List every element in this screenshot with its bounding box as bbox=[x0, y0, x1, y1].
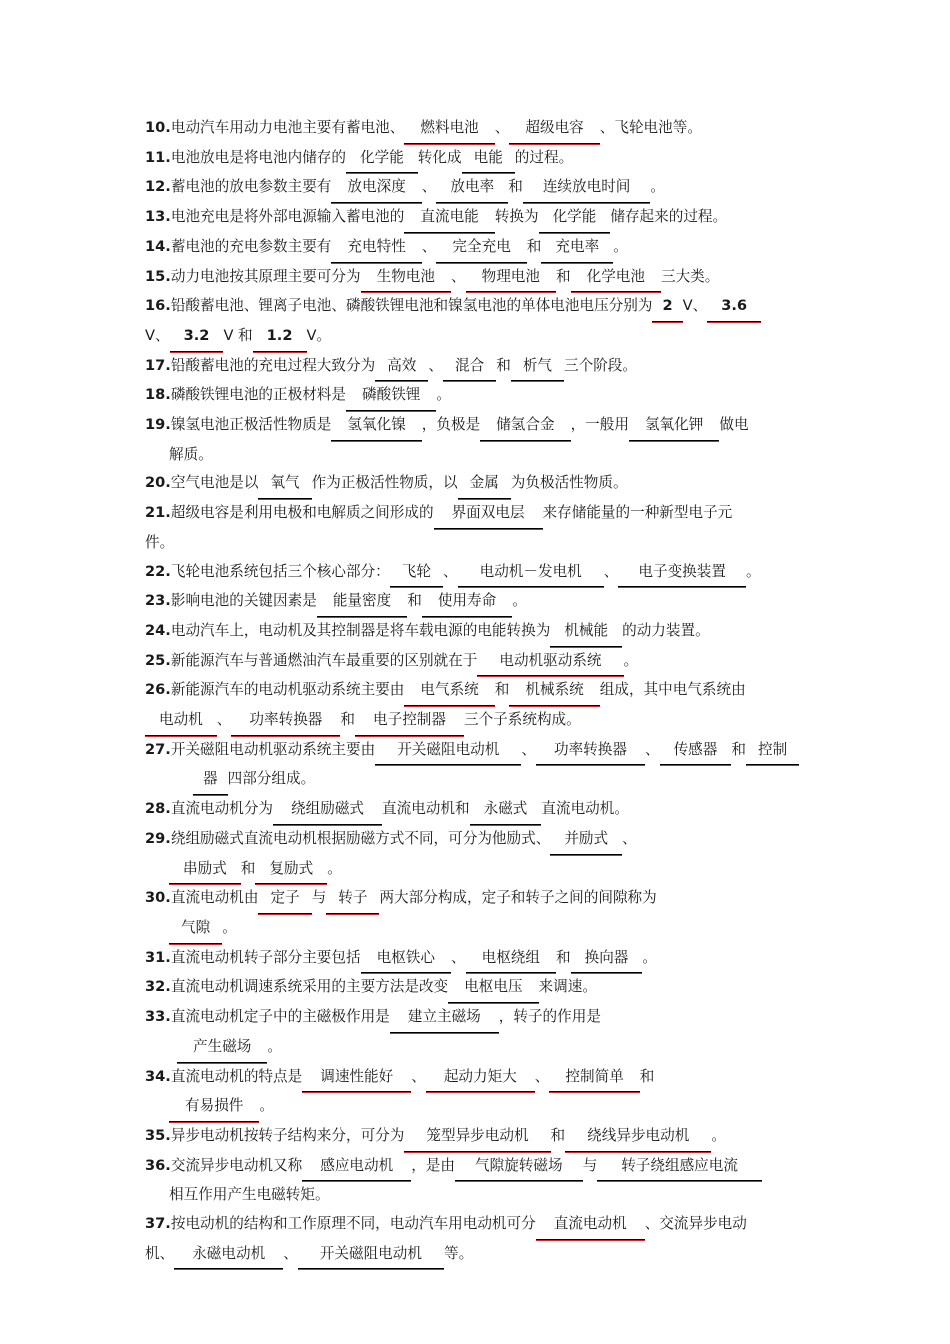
question-text: 和 bbox=[340, 711, 355, 729]
question-text: ，转子的作用是 bbox=[498, 1008, 601, 1026]
question-item bbox=[145, 233, 810, 263]
question-number: 10. bbox=[145, 119, 171, 136]
question-text: 三个子系统构成。 bbox=[463, 711, 581, 729]
question-text: 、 bbox=[421, 237, 437, 255]
question-text: 直流电动机转子部分主要包括 bbox=[170, 948, 361, 966]
question-text: 、 bbox=[216, 711, 232, 729]
answer-blank: 转子绕组感应电流 bbox=[597, 1152, 762, 1182]
question-text: 与 bbox=[311, 889, 327, 907]
question-continuation bbox=[145, 1092, 810, 1122]
answer-blank: 储氢合金 bbox=[480, 411, 570, 441]
question-number: 31. bbox=[145, 948, 171, 966]
question-text: 。 bbox=[512, 592, 527, 610]
question-text: 、 bbox=[411, 1067, 426, 1085]
question-number: 19. bbox=[145, 416, 171, 434]
question-text: 直流电动机分为 bbox=[170, 800, 274, 818]
question-text: V。 bbox=[306, 326, 332, 344]
answer-blank: 控制简单 bbox=[549, 1063, 639, 1093]
question-item bbox=[145, 558, 810, 588]
question-text: 的过程。 bbox=[514, 148, 574, 166]
question-item bbox=[145, 1063, 810, 1122]
question-item bbox=[145, 352, 810, 382]
answer-blank: 电动机驱动系统 bbox=[477, 647, 623, 677]
question-item bbox=[145, 736, 810, 795]
question-item bbox=[145, 263, 810, 293]
question-text: 相互作用产生电磁转矩。 bbox=[169, 1186, 330, 1204]
question-item bbox=[145, 411, 810, 469]
answer-blank: 电枢电压 bbox=[448, 973, 538, 1003]
answer-blank: 永磁电动机 bbox=[174, 1240, 283, 1270]
question-text: 。 bbox=[436, 386, 451, 404]
question-text: 和 bbox=[731, 740, 746, 758]
question-text: ，负极是 bbox=[421, 416, 481, 434]
answer-blank: 燃料电池 bbox=[404, 114, 494, 144]
question-number: 37. bbox=[145, 1215, 171, 1233]
question-text: 和 bbox=[555, 948, 571, 966]
question-text: 交流异步电动机又称 bbox=[170, 1156, 303, 1174]
question-text: 电动汽车用动力电池主要有蓄电池、 bbox=[170, 119, 405, 136]
question-number: 17. bbox=[145, 356, 171, 374]
answer-blank: 转子 bbox=[326, 884, 379, 914]
question-continuation bbox=[145, 706, 810, 736]
answer-blank: 复励式 bbox=[255, 855, 327, 885]
question-text: 镍氢电池正极活性物质是 bbox=[170, 416, 332, 434]
question-item bbox=[145, 1152, 810, 1210]
answer-blank: 高效 bbox=[375, 352, 428, 382]
question-number: 28. bbox=[145, 800, 171, 818]
question-text: 按电动机的结构和工作原理不同，电动汽车用电动机可分 bbox=[170, 1215, 536, 1233]
answer-blank: 永磁式 bbox=[470, 795, 542, 825]
question-text: V、 bbox=[145, 326, 170, 344]
answer-blank: 混合 bbox=[443, 352, 496, 382]
answer-blank: 2 bbox=[652, 292, 682, 322]
question-text: 直流电动机和 bbox=[382, 800, 470, 818]
question-number: 12. bbox=[145, 178, 171, 196]
question-text: 直流电动机调速系统采用的主要方法是改变 bbox=[170, 978, 449, 996]
question-text: 、 bbox=[644, 740, 660, 758]
question-number: 36. bbox=[145, 1156, 171, 1174]
answer-blank: 并励式 bbox=[550, 825, 622, 855]
question-item bbox=[145, 647, 810, 677]
question-continuation bbox=[145, 322, 810, 352]
question-text: 转换为 bbox=[494, 208, 539, 226]
question-text: 。 bbox=[642, 948, 657, 966]
question-number: 30. bbox=[145, 889, 171, 907]
question-text: 来存储能量的一种新型电子元 bbox=[542, 504, 733, 522]
question-item bbox=[145, 973, 810, 1003]
answer-blank: 换向器 bbox=[571, 944, 643, 974]
question-number: 25. bbox=[145, 651, 171, 669]
question-text: 直流电动机的特点是 bbox=[170, 1067, 303, 1085]
question-text: 电池放电是将电池内储存的 bbox=[170, 148, 346, 166]
question-text: 直流电动机。 bbox=[541, 800, 629, 818]
answer-blank: 气隙旋转磁场 bbox=[455, 1152, 583, 1182]
question-text: 和 bbox=[240, 859, 256, 877]
answer-blank: 直流电动机 bbox=[536, 1210, 645, 1240]
question-continuation bbox=[145, 855, 810, 885]
answer-blank: 超级电容 bbox=[509, 114, 599, 144]
answer-blank: 电气系统 bbox=[404, 676, 494, 706]
answer-blank: 控制 bbox=[746, 736, 799, 766]
question-item bbox=[145, 617, 810, 647]
answer-blank: 笼型异步电动机 bbox=[404, 1122, 550, 1152]
answer-blank: 3.2 bbox=[170, 322, 224, 352]
answer-blank: 电能 bbox=[462, 144, 515, 174]
question-number: 16. bbox=[145, 297, 171, 315]
question-item bbox=[145, 795, 810, 825]
question-text: 、 bbox=[603, 562, 619, 580]
question-text: 、 bbox=[534, 1067, 550, 1085]
question-text: 、 bbox=[450, 267, 466, 285]
question-text: 、 bbox=[494, 119, 510, 136]
question-text: 、 bbox=[622, 829, 637, 847]
question-item bbox=[145, 144, 810, 174]
question-text: 电池充电是将外部电源输入蓄电池的 bbox=[170, 208, 405, 226]
question-continuation bbox=[145, 914, 810, 944]
answer-blank: 调速性能好 bbox=[302, 1063, 411, 1093]
answer-blank: 机械能 bbox=[550, 617, 622, 647]
question-text: 影响电池的关键因素是 bbox=[170, 592, 317, 610]
question-text: ，是由 bbox=[411, 1156, 455, 1174]
answer-blank: 连续放电时间 bbox=[523, 173, 651, 203]
answer-blank: 充电特性 bbox=[331, 233, 421, 263]
question-text: 两大部分构成，定子和转子之间的间隙称为 bbox=[379, 889, 657, 907]
question-text: V 和 bbox=[223, 326, 253, 344]
question-item bbox=[145, 469, 810, 499]
question-text: 直流电动机定子中的主磁极作用是 bbox=[170, 1008, 390, 1026]
question-text: 为负极活性物质。 bbox=[510, 474, 628, 492]
question-item bbox=[145, 1122, 810, 1152]
question-item bbox=[145, 114, 810, 144]
question-text: 和 bbox=[508, 178, 523, 196]
question-text: 、 bbox=[442, 562, 458, 580]
answer-blank: 开关磁阻电动机 bbox=[298, 1240, 444, 1270]
question-number: 26. bbox=[145, 681, 171, 699]
question-number: 11. bbox=[145, 148, 171, 166]
answer-blank: 飞轮 bbox=[390, 558, 443, 588]
question-text: 。 bbox=[623, 651, 639, 669]
answer-blank: 建立主磁场 bbox=[390, 1003, 499, 1033]
question-item bbox=[145, 587, 810, 617]
question-number: 18. bbox=[145, 386, 171, 404]
question-text: 做电 bbox=[719, 416, 749, 434]
question-text: 和 bbox=[526, 237, 542, 255]
question-text: 和 bbox=[550, 1126, 566, 1144]
answer-blank: 氢氧化镍 bbox=[331, 411, 421, 441]
answer-blank: 3.6 bbox=[707, 292, 761, 322]
answer-blank: 金属 bbox=[458, 469, 511, 499]
answer-blank: 放电深度 bbox=[331, 173, 421, 203]
question-number: 32. bbox=[145, 978, 171, 996]
question-text: 组成，其中电气系统由 bbox=[599, 681, 746, 699]
question-number: 23. bbox=[145, 592, 171, 610]
question-continuation bbox=[145, 529, 810, 558]
answer-blank: 开关磁阻电动机 bbox=[375, 736, 521, 766]
question-text: 铅酸蓄电池、锂离子电池、磷酸铁锂电池和镍氢电池的单体电池电压分别为 bbox=[170, 297, 653, 315]
question-number: 33. bbox=[145, 1008, 171, 1026]
question-text: 超级电容是利用电极和电解质之间形成的 bbox=[170, 504, 434, 522]
question-text: 。 bbox=[650, 178, 665, 196]
question-text: 。 bbox=[613, 237, 628, 255]
question-item bbox=[145, 884, 810, 943]
answer-blank: 界面双电层 bbox=[434, 499, 543, 529]
question-text: 等。 bbox=[443, 1244, 474, 1262]
question-item bbox=[145, 676, 810, 735]
answer-blank: 物理电池 bbox=[466, 263, 556, 293]
answer-blank: 定子 bbox=[258, 884, 311, 914]
answer-blank: 化学能 bbox=[346, 144, 418, 174]
answer-blank: 充电率 bbox=[541, 233, 613, 263]
question-text: 和 bbox=[496, 356, 511, 374]
question-text: 三个阶段。 bbox=[564, 356, 637, 374]
question-number: 21. bbox=[145, 504, 171, 522]
question-text: 电动汽车上，电动机及其控制器是将车载电源的电能转换为 bbox=[170, 621, 551, 639]
question-text: 新能源汽车的电动机驱动系统主要由 bbox=[170, 681, 405, 699]
question-text: 绕组励磁式直流电动机根据励磁方式不同，可分为他励式、 bbox=[170, 829, 551, 847]
answer-blank: 磷酸铁锂 bbox=[346, 381, 436, 411]
question-text: 、 bbox=[521, 740, 536, 758]
question-text: 。 bbox=[745, 562, 761, 580]
question-text: 的动力装置。 bbox=[622, 621, 710, 639]
question-number: 14. bbox=[145, 237, 171, 255]
question-number: 22. bbox=[145, 562, 171, 580]
question-text: 动力电池按其原理主要可分为 bbox=[170, 267, 361, 285]
question-text: 、 bbox=[450, 948, 466, 966]
question-text: 解质。 bbox=[169, 445, 213, 463]
question-text: ，一般用 bbox=[570, 416, 629, 434]
answer-blank: 生物电池 bbox=[361, 263, 451, 293]
question-text: 和 bbox=[494, 681, 510, 699]
question-number: 13. bbox=[145, 208, 171, 226]
answer-blank: 绕组励磁式 bbox=[273, 795, 382, 825]
question-text: 蓄电池的放电参数主要有 bbox=[170, 178, 332, 196]
answer-blank: 功率转换器 bbox=[536, 736, 645, 766]
question-item bbox=[145, 944, 810, 974]
answer-blank: 化学能 bbox=[539, 203, 611, 233]
answer-blank: 电动机 bbox=[145, 706, 217, 736]
question-item bbox=[145, 292, 810, 351]
question-number: 29. bbox=[145, 829, 171, 847]
question-text: 转化成 bbox=[417, 148, 462, 166]
question-text: 来调速。 bbox=[538, 978, 597, 996]
question-text: 储存起来的过程。 bbox=[610, 208, 728, 226]
answer-blank: 电动机－发电机 bbox=[458, 558, 604, 588]
answer-blank: 析气 bbox=[511, 352, 564, 382]
answer-blank: 器 bbox=[193, 765, 228, 795]
question-number: 20. bbox=[145, 474, 171, 492]
answer-blank: 起动力矩大 bbox=[426, 1063, 535, 1093]
answer-blank: 机械系统 bbox=[509, 676, 599, 706]
question-item bbox=[145, 1210, 810, 1269]
question-item bbox=[145, 203, 810, 233]
answer-blank: 化学电池 bbox=[571, 263, 661, 293]
question-text: V、 bbox=[682, 297, 708, 315]
question-continuation bbox=[145, 1181, 810, 1210]
question-text: 。 bbox=[267, 1037, 282, 1055]
question-continuation bbox=[145, 765, 810, 795]
question-text: 空气电池是以 bbox=[170, 474, 259, 492]
answer-blank: 直流电能 bbox=[404, 203, 494, 233]
question-continuation bbox=[145, 441, 810, 470]
question-item bbox=[145, 499, 810, 557]
question-text: 件。 bbox=[145, 533, 175, 551]
question-text: 。 bbox=[327, 859, 342, 877]
question-text: 新能源汽车与普通燃油汽车最重要的区别就在于 bbox=[170, 651, 478, 669]
answer-blank: 电枢绕组 bbox=[466, 944, 556, 974]
question-text: 和 bbox=[407, 592, 422, 610]
answer-blank: 气隙 bbox=[169, 914, 222, 944]
answer-blank: 完全充电 bbox=[436, 233, 526, 263]
question-text: 和 bbox=[555, 267, 571, 285]
fill-in-the-blank-questions bbox=[145, 114, 810, 1269]
question-text: 机、 bbox=[145, 1244, 175, 1262]
question-text: 作为正极活性物质，以 bbox=[311, 474, 458, 492]
answer-blank: 串励式 bbox=[169, 855, 241, 885]
question-text: 飞轮电池系统包括三个核心部分： bbox=[170, 562, 390, 580]
answer-blank: 感应电动机 bbox=[302, 1152, 411, 1182]
question-text: 四部分组成。 bbox=[227, 770, 316, 788]
question-item bbox=[145, 173, 810, 203]
question-text: 和 bbox=[639, 1067, 655, 1085]
question-item bbox=[145, 1003, 810, 1062]
question-text: 。 bbox=[711, 1126, 726, 1144]
question-number: 34. bbox=[145, 1067, 171, 1085]
question-text: 。 bbox=[259, 1097, 274, 1115]
question-text: 异步电动机按转子结构来分，可分为 bbox=[170, 1126, 405, 1144]
answer-blank: 1.2 bbox=[253, 322, 307, 352]
question-continuation bbox=[145, 1033, 810, 1063]
question-text: 蓄电池的充电参数主要有 bbox=[170, 237, 332, 255]
question-text: 、交流异步电动 bbox=[644, 1215, 747, 1233]
question-continuation bbox=[145, 1240, 810, 1270]
answer-blank: 氧气 bbox=[258, 469, 311, 499]
question-text: 磷酸铁锂电池的正极材料是 bbox=[170, 386, 346, 404]
answer-blank: 使用寿命 bbox=[422, 587, 512, 617]
question-text: 开关磁阻电动机驱动系统主要由 bbox=[170, 740, 376, 758]
answer-blank: 功率转换器 bbox=[231, 706, 340, 736]
question-text: 三大类。 bbox=[660, 267, 720, 285]
question-item bbox=[145, 381, 810, 411]
answer-blank: 绕线异步电动机 bbox=[565, 1122, 711, 1152]
question-number: 15. bbox=[145, 267, 171, 285]
answer-blank: 电子控制器 bbox=[355, 706, 464, 736]
answer-blank: 电枢铁心 bbox=[361, 944, 451, 974]
answer-blank: 产生磁场 bbox=[177, 1033, 267, 1063]
question-item bbox=[145, 825, 810, 884]
question-number: 35. bbox=[145, 1126, 171, 1144]
answer-blank: 放电率 bbox=[436, 173, 508, 203]
question-text: 、 bbox=[421, 178, 437, 196]
question-text: 与 bbox=[582, 1156, 598, 1174]
question-text: 、 bbox=[283, 1244, 298, 1262]
answer-blank: 氢氧化钾 bbox=[629, 411, 719, 441]
question-text: 。 bbox=[222, 918, 237, 936]
question-text: 直流电动机由 bbox=[170, 889, 259, 907]
answer-blank: 有易损件 bbox=[169, 1092, 259, 1122]
question-text: 、飞轮电池等。 bbox=[599, 119, 702, 136]
answer-blank: 电子变换装置 bbox=[618, 558, 746, 588]
answer-blank: 传感器 bbox=[660, 736, 732, 766]
answer-blank: 能量密度 bbox=[317, 587, 407, 617]
question-number: 24. bbox=[145, 621, 171, 639]
question-number: 27. bbox=[145, 740, 171, 758]
question-text: 、 bbox=[428, 356, 443, 374]
question-text: 铅酸蓄电池的充电过程大致分为 bbox=[170, 356, 376, 374]
